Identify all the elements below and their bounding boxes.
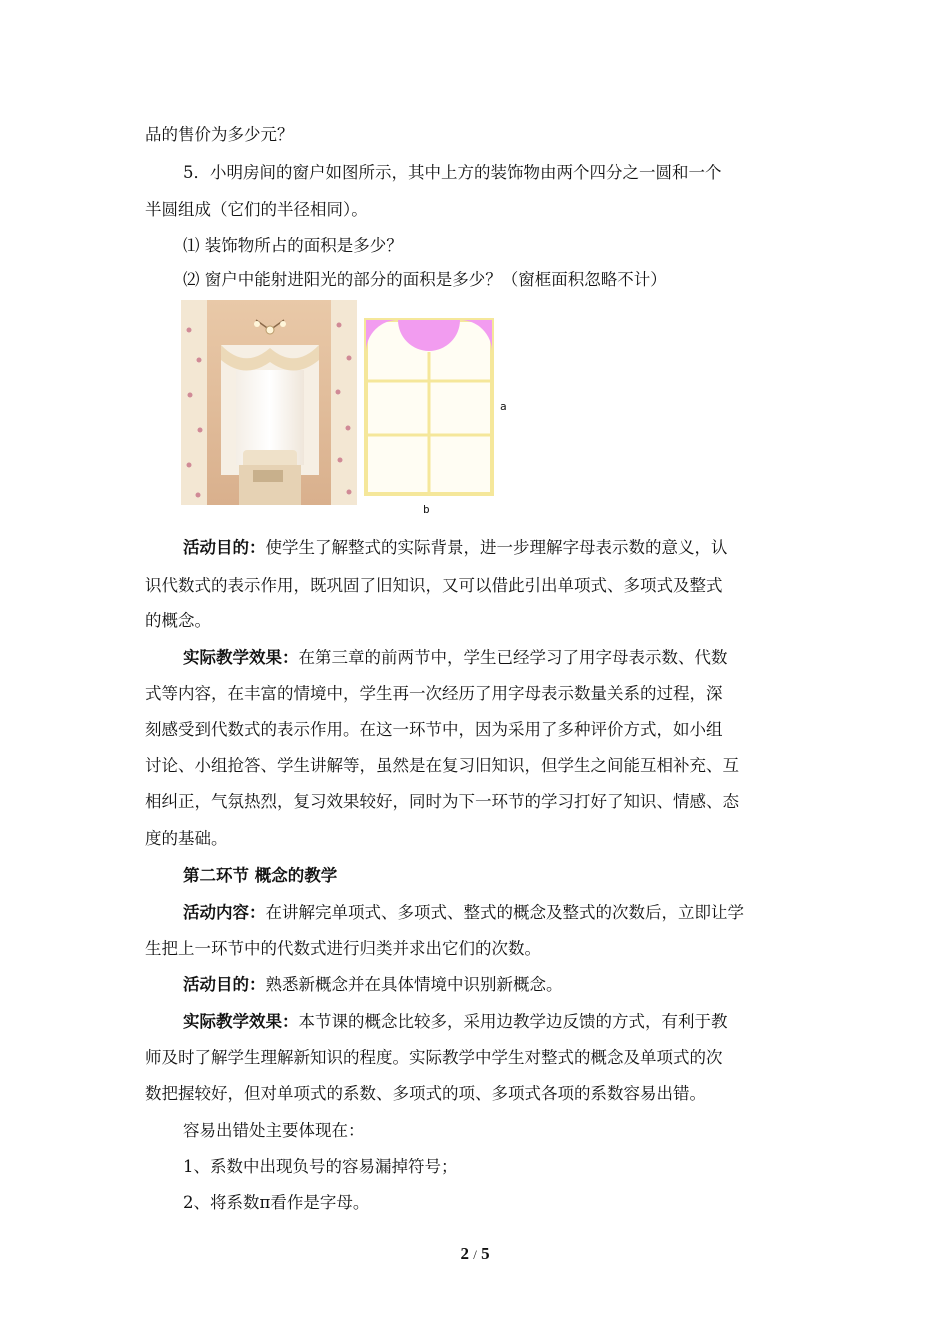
list-item: 2、将系数π看作是字母。 — [183, 1193, 370, 1212]
text-line: 生把上一环节中的代数式进行归类并求出它们的次数。 — [145, 939, 541, 958]
page-total: 5 — [481, 1244, 490, 1263]
dimension-label-b: b — [423, 503, 430, 516]
window-diagram — [364, 318, 494, 500]
paragraph-activity-goal-2 — [183, 975, 563, 995]
text-line: 相纠正，气氛热烈，复习效果较好，同时为下一环节的学习打好了知识、情感、态 — [145, 792, 739, 811]
text-line: 的概念。 — [145, 611, 211, 630]
text-line: 数把握较好，但对单项式的系数、多项式的项、多项式各项的系数容易出错。 — [145, 1084, 706, 1103]
page-current: 2 — [460, 1244, 469, 1263]
text-line: ⑵ 窗户中能射进阳光的部分的面积是多少？（窗框面积忽略不计） — [183, 270, 667, 289]
text-line: ⑴ 装饰物所占的面积是多少？ — [183, 236, 403, 255]
text-line: 本节课的概念比较多，采用边教学边反馈的方式，有利于教 — [298, 1012, 728, 1031]
text-line: 师及时了解学生理解新知识的程度。实际教学中学生对整式的概念及单项式的次 — [145, 1048, 723, 1067]
page-number — [0, 1244, 950, 1264]
text-line: 在讲解完单项式、多项式、整式的概念及整式的次数后，立即让学 — [265, 903, 744, 922]
text-line: 识代数式的表示作用，既巩固了旧知识，又可以借此引出单项式、多项式及整式 — [145, 576, 723, 595]
paragraph-heading: 活动目的： — [183, 538, 266, 557]
bedroom-window-photo — [181, 300, 357, 505]
dimension-label-a: a — [500, 400, 507, 413]
text-line: 在第三章的前两节中，学生已经学习了用字母表示数、代数 — [298, 648, 728, 667]
text-line: 式等内容，在丰富的情境中，学生再一次经历了用字母表示数量关系的过程，深 — [145, 684, 723, 703]
text-line: 5．小明房间的窗户如图所示，其中上方的装饰物由两个四分之一圆和一个 — [183, 163, 722, 182]
section-title: 第二环节 概念的教学 — [183, 866, 338, 885]
text-line: 容易出错处主要体现在： — [183, 1121, 365, 1140]
text-line: 讨论、小组抢答、学生讲解等，虽然是在复习旧知识，但学生之间能互相补充、互 — [145, 756, 739, 775]
text-line: 使学生了解整式的实际背景，进一步理解字母表示数的意义，认 — [265, 538, 728, 557]
paragraph-heading: 活动目的： — [183, 975, 266, 994]
page-separator: / — [473, 1247, 477, 1262]
text-line: 度的基础。 — [145, 829, 228, 848]
text-line: 熟悉新概念并在具体情境中识别新概念。 — [265, 975, 563, 994]
list-item: 1、系数中出现负号的容易漏掉符号； — [183, 1157, 458, 1176]
paragraph-heading: 实际教学效果： — [183, 648, 299, 667]
text-line: 半圆组成（它们的半径相同）。 — [145, 200, 368, 219]
paragraph-heading: 活动内容： — [183, 903, 266, 922]
text-line: 品的售价为多少元？ — [145, 125, 294, 144]
paragraph-heading: 实际教学效果： — [183, 1012, 299, 1031]
text-line: 刻感受到代数式的表示作用。在这一环节中，因为采用了多种评价方式，如小组 — [145, 720, 723, 739]
